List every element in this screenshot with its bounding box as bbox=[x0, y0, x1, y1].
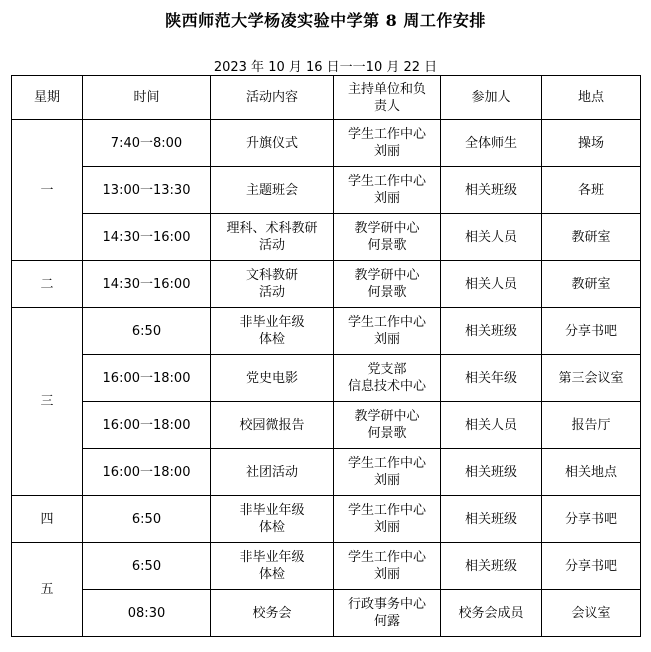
table-row bbox=[12, 214, 641, 261]
host-cell bbox=[334, 120, 441, 167]
host-cell bbox=[334, 496, 441, 543]
header-day: 星期 bbox=[12, 76, 83, 120]
activity-cell: 校园微报告 bbox=[211, 402, 334, 449]
header-location: 地点 bbox=[542, 76, 641, 120]
page-title: 陕西师范大学杨凌实验中学第 8 周工作安排 bbox=[165, 11, 486, 30]
host-line: 何景歌 bbox=[367, 426, 407, 441]
table-row bbox=[12, 496, 641, 543]
activity-line: 非毕业年级 bbox=[239, 315, 305, 330]
host-line: 教学研中心 bbox=[354, 268, 420, 283]
day-cell: 五 bbox=[12, 543, 83, 637]
host-cell bbox=[334, 308, 441, 355]
host-line: 学生工作中心 bbox=[347, 127, 426, 142]
location-cell: 分享书吧 bbox=[542, 308, 641, 355]
location-cell: 操场 bbox=[542, 120, 641, 167]
participants-cell: 相关班级 bbox=[441, 167, 542, 214]
host-cell bbox=[334, 402, 441, 449]
location-cell: 分享书吧 bbox=[542, 543, 641, 590]
participants-cell: 全体师生 bbox=[441, 120, 542, 167]
day-cell: 二 bbox=[12, 261, 83, 308]
header-activity: 活动内容 bbox=[211, 76, 334, 120]
host-line: 何景歌 bbox=[367, 238, 407, 253]
header-host bbox=[334, 76, 441, 120]
schedule-table bbox=[11, 75, 641, 637]
activity-line: 体检 bbox=[258, 567, 285, 582]
time-cell: 16:00一18:00 bbox=[83, 402, 211, 449]
host-line: 学生工作中心 bbox=[347, 174, 426, 189]
host-line: 行政事务中心 bbox=[347, 597, 426, 612]
participants-cell: 校务会成员 bbox=[441, 590, 542, 637]
table-row bbox=[12, 355, 641, 402]
time-cell: 6:50 bbox=[83, 308, 211, 355]
table-row bbox=[12, 261, 641, 308]
host-line: 学生工作中心 bbox=[347, 456, 426, 471]
activity-line: 活动 bbox=[258, 285, 285, 300]
host-cell bbox=[334, 261, 441, 308]
day-cell: 四 bbox=[12, 496, 83, 543]
host-line: 刘丽 bbox=[373, 567, 400, 582]
date-range: 2023 年 10 月 16 日一一10 月 22 日 bbox=[213, 60, 438, 75]
activity-line: 体检 bbox=[258, 332, 285, 347]
host-cell bbox=[334, 543, 441, 590]
host-line: 刘丽 bbox=[373, 473, 400, 488]
location-cell: 教研室 bbox=[542, 214, 641, 261]
activity-line: 非毕业年级 bbox=[239, 503, 305, 518]
participants-cell: 相关人员 bbox=[441, 402, 542, 449]
time-cell: 7:40一8:00 bbox=[83, 120, 211, 167]
time-cell: 14:30一16:00 bbox=[83, 261, 211, 308]
activity-cell bbox=[211, 543, 334, 590]
participants-cell: 相关年级 bbox=[441, 355, 542, 402]
location-cell: 报告厅 bbox=[542, 402, 641, 449]
table-row bbox=[12, 543, 641, 590]
header-row bbox=[12, 76, 641, 120]
time-cell: 13:00一13:30 bbox=[83, 167, 211, 214]
host-cell bbox=[334, 355, 441, 402]
table-row bbox=[12, 449, 641, 496]
location-cell: 第三会议室 bbox=[542, 355, 641, 402]
time-cell: 14:30一16:00 bbox=[83, 214, 211, 261]
time-cell: 6:50 bbox=[83, 496, 211, 543]
host-line: 刘丽 bbox=[373, 520, 400, 535]
activity-line: 活动 bbox=[258, 238, 285, 253]
time-cell: 6:50 bbox=[83, 543, 211, 590]
participants-cell: 相关班级 bbox=[441, 543, 542, 590]
host-line: 刘丽 bbox=[373, 332, 400, 347]
host-line: 学生工作中心 bbox=[347, 503, 426, 518]
host-line: 何景歌 bbox=[367, 285, 407, 300]
participants-cell: 相关班级 bbox=[441, 449, 542, 496]
participants-cell: 相关人员 bbox=[441, 261, 542, 308]
host-line: 刘丽 bbox=[373, 144, 400, 159]
host-line: 教学研中心 bbox=[354, 409, 420, 424]
host-line: 党支部 bbox=[367, 362, 407, 377]
time-cell: 16:00一18:00 bbox=[83, 355, 211, 402]
day-cell: 三 bbox=[12, 308, 83, 496]
location-cell: 相关地点 bbox=[542, 449, 641, 496]
activity-line: 理科、术科教研 bbox=[226, 221, 318, 236]
time-cell: 08:30 bbox=[83, 590, 211, 637]
activity-cell bbox=[211, 496, 334, 543]
time-cell: 16:00一18:00 bbox=[83, 449, 211, 496]
header-time: 时间 bbox=[83, 76, 211, 120]
header-host-line: 主持单位和负 bbox=[347, 81, 426, 97]
activity-cell: 社团活动 bbox=[211, 449, 334, 496]
table-row bbox=[12, 308, 641, 355]
activity-cell: 主题班会 bbox=[211, 167, 334, 214]
participants-cell: 相关班级 bbox=[441, 496, 542, 543]
host-cell bbox=[334, 167, 441, 214]
table-row bbox=[12, 120, 641, 167]
host-cell bbox=[334, 214, 441, 261]
activity-line: 文科教研 bbox=[245, 268, 298, 283]
location-cell: 各班 bbox=[542, 167, 641, 214]
participants-cell: 相关班级 bbox=[441, 308, 542, 355]
host-line: 学生工作中心 bbox=[347, 315, 426, 330]
day-cell: 一 bbox=[12, 120, 83, 261]
table-row bbox=[12, 402, 641, 449]
table-row bbox=[12, 167, 641, 214]
host-line: 信息技术中心 bbox=[347, 379, 426, 394]
location-cell: 会议室 bbox=[542, 590, 641, 637]
host-line: 教学研中心 bbox=[354, 221, 420, 236]
host-line: 何露 bbox=[373, 614, 400, 629]
activity-cell bbox=[211, 261, 334, 308]
activity-cell: 校务会 bbox=[211, 590, 334, 637]
host-line: 刘丽 bbox=[373, 191, 400, 206]
location-cell: 分享书吧 bbox=[542, 496, 641, 543]
host-cell bbox=[334, 449, 441, 496]
activity-cell: 升旗仪式 bbox=[211, 120, 334, 167]
activity-cell bbox=[211, 214, 334, 261]
activity-line: 非毕业年级 bbox=[239, 550, 305, 565]
location-cell: 教研室 bbox=[542, 261, 641, 308]
host-cell bbox=[334, 590, 441, 637]
header-participants: 参加人 bbox=[441, 76, 542, 120]
participants-cell: 相关人员 bbox=[441, 214, 542, 261]
host-line: 学生工作中心 bbox=[347, 550, 426, 565]
table-row bbox=[12, 590, 641, 637]
activity-line: 体检 bbox=[258, 520, 285, 535]
activity-cell: 党史电影 bbox=[211, 355, 334, 402]
activity-cell bbox=[211, 308, 334, 355]
header-host-line: 责人 bbox=[373, 98, 400, 114]
